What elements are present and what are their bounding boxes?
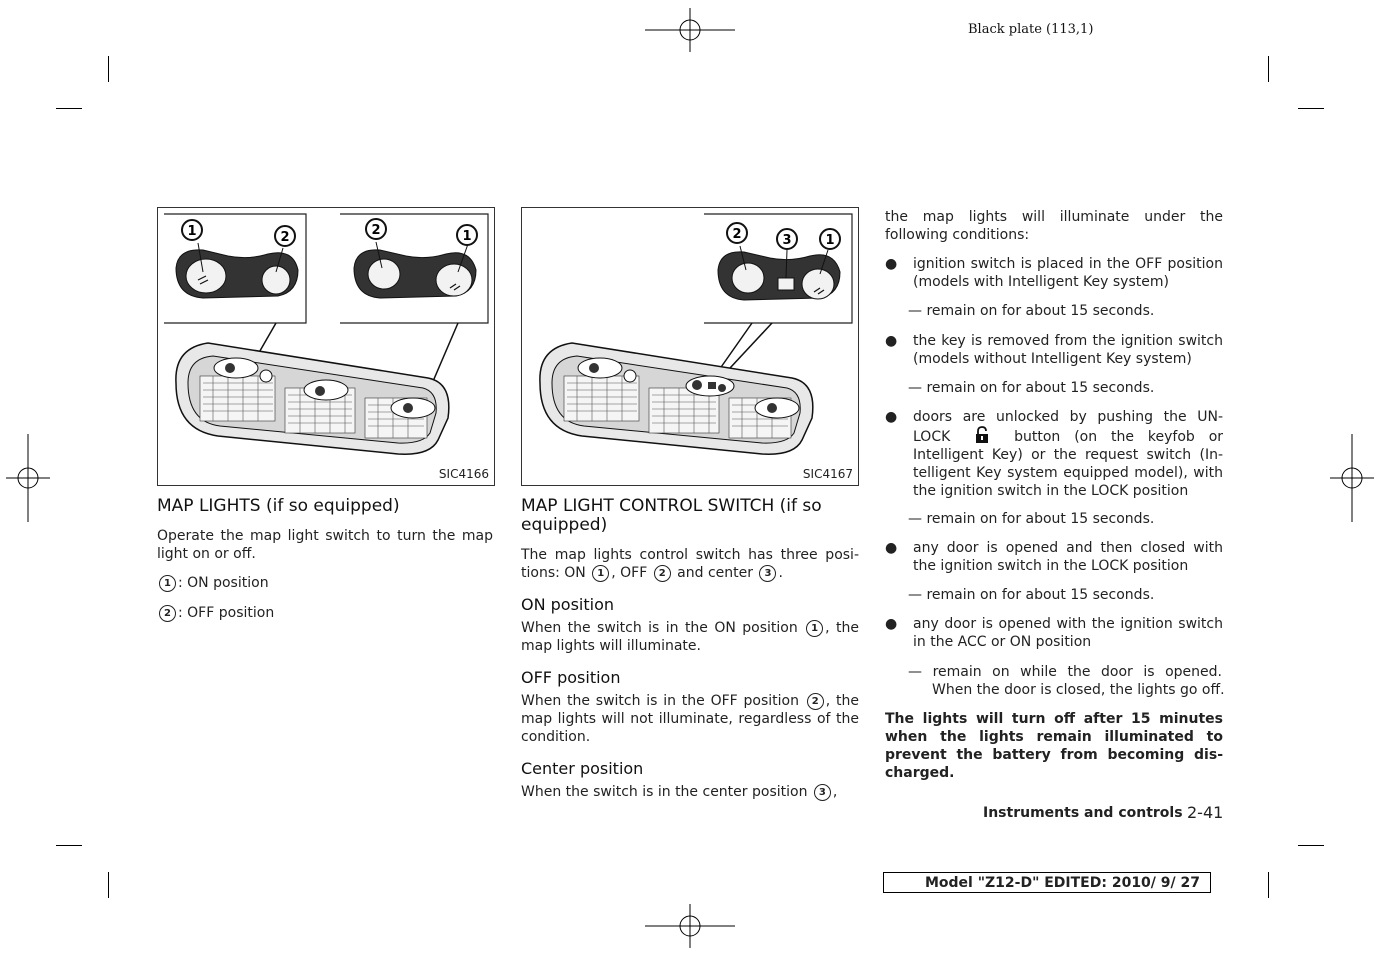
crop-mark bbox=[108, 56, 109, 82]
text: , the map lights will illuminate. bbox=[521, 620, 860, 654]
map-light-switch-illustration bbox=[522, 208, 858, 485]
text: , bbox=[832, 784, 838, 800]
registration-mark-left bbox=[6, 434, 50, 522]
registration-mark-right bbox=[1330, 434, 1374, 522]
figure-map-lights bbox=[157, 207, 495, 486]
callout-number: 3 bbox=[814, 784, 831, 801]
dash-note: — remain on for about 15 seconds. bbox=[908, 303, 1155, 319]
map-lights-illustration bbox=[158, 208, 494, 485]
registration-mark-top bbox=[645, 8, 735, 52]
callout-1: 1 bbox=[825, 233, 835, 248]
dash-note: — remain on for about 15 seconds. bbox=[908, 511, 1155, 527]
center-position-body bbox=[521, 783, 859, 801]
bullet-text: any door is opened with the ignition switch in the ACC or ON position bbox=[913, 616, 1223, 650]
bullet-text: ignition switch is placed in the OFF position (models with Intelligent Key system) bbox=[913, 256, 1223, 290]
on-position-heading: ON position bbox=[521, 595, 615, 614]
list-item bbox=[885, 408, 1223, 500]
bullet-dot: ● bbox=[885, 256, 898, 272]
section-heading-map-lights: MAP LIGHTS (if so equipped) bbox=[157, 496, 400, 516]
footer-section-title: Instruments and controls bbox=[983, 805, 1183, 821]
callout-number: 1 bbox=[806, 620, 823, 637]
section-heading-control-switch: MAP LIGHT CONTROL SWITCH (if so equipped) bbox=[521, 496, 822, 535]
text: , the map lights will not illuminate, regardless of the condition. bbox=[521, 693, 859, 745]
text: The map lights control switch has three posi-tions: ON bbox=[521, 547, 859, 581]
conditions-intro: the map lights will illuminate under the following conditions: bbox=[885, 209, 1223, 243]
text: When the switch is in the center position bbox=[521, 784, 808, 800]
text: When the switch is in the OFF position bbox=[521, 693, 799, 709]
figure-map-light-control-switch bbox=[521, 207, 859, 486]
figure-code: SIC4166 bbox=[438, 467, 489, 481]
callout-2: 2 bbox=[732, 227, 742, 242]
crop-mark bbox=[1268, 872, 1269, 898]
dash-note: — remain on for about 15 seconds. bbox=[908, 380, 1155, 396]
list-item-text: : OFF position bbox=[178, 605, 275, 621]
center-position-heading: Center position bbox=[521, 759, 644, 778]
crop-mark bbox=[56, 108, 82, 109]
text: . bbox=[778, 565, 783, 581]
text: doors are unlocked by pushing the UN-LOCK bbox=[913, 409, 1223, 445]
list-item bbox=[885, 615, 1223, 651]
crop-mark bbox=[108, 872, 109, 898]
control-switch-intro bbox=[521, 546, 859, 582]
list-item bbox=[157, 604, 274, 622]
registration-mark-bottom bbox=[645, 904, 735, 948]
callout-number: 3 bbox=[759, 565, 776, 582]
crop-mark bbox=[56, 845, 82, 846]
page-number: 2-41 bbox=[1187, 803, 1224, 822]
model-edited-box: Model "Z12-D" EDITED: 2010/ 9/ 27 bbox=[883, 872, 1211, 893]
bullet-dot: ● bbox=[885, 616, 898, 632]
bullet-text: the key is removed from the ignition switch (models without Intelligent Key system) bbox=[913, 333, 1223, 367]
list-item bbox=[157, 574, 269, 592]
callout-number: 1 bbox=[592, 565, 609, 582]
unlock-icon bbox=[974, 426, 990, 444]
callout-number: 1 bbox=[159, 575, 176, 592]
text: , OFF bbox=[611, 565, 648, 581]
off-position-heading: OFF position bbox=[521, 668, 621, 687]
plate-label: Black plate (113,1) bbox=[968, 22, 1094, 37]
dash-note: — remain on while the door is opened. bbox=[908, 664, 1222, 680]
on-position-body bbox=[521, 619, 859, 655]
callout-1: 1 bbox=[187, 224, 197, 239]
figure-code: SIC4167 bbox=[802, 467, 853, 481]
map-lights-body: Operate the map light switch to turn the map light on or off. bbox=[157, 528, 493, 562]
bullet-dot: ● bbox=[885, 540, 898, 556]
callout-3: 3 bbox=[782, 233, 792, 248]
crop-mark bbox=[1298, 108, 1324, 109]
list-item bbox=[885, 255, 1223, 291]
crop-mark bbox=[1268, 56, 1269, 82]
text: and center bbox=[677, 565, 754, 581]
text: button (on the keyfob or Intelligent Key) or the request switch (In-telligent Key system equipped model), with the ignition switch in the LOCK position bbox=[913, 429, 1224, 499]
callout-2: 2 bbox=[280, 230, 290, 245]
callout-2: 2 bbox=[371, 223, 381, 238]
bullet-text bbox=[913, 408, 1223, 500]
list-item-text: : ON position bbox=[178, 575, 269, 591]
bullet-dot: ● bbox=[885, 333, 898, 349]
list-item bbox=[885, 332, 1223, 368]
callout-number: 2 bbox=[654, 565, 671, 582]
battery-warning-note: The lights will turn off after 15 minutes when the lights remain illuminated to prevent the battery from becoming dis-charged. bbox=[885, 711, 1223, 781]
dash-note: — remain on for about 15 seconds. bbox=[908, 587, 1155, 603]
callout-1: 1 bbox=[462, 229, 472, 244]
bullet-dot: ● bbox=[885, 409, 898, 425]
callout-number: 2 bbox=[159, 605, 176, 622]
crop-mark bbox=[1298, 845, 1324, 846]
callout-number: 2 bbox=[807, 693, 824, 710]
list-item bbox=[885, 539, 1223, 575]
dash-note: When the door is closed, the lights go off. bbox=[932, 682, 1225, 698]
bullet-text: any door is opened and then closed with the ignition switch in the LOCK position bbox=[913, 540, 1223, 574]
text: When the switch is in the ON position bbox=[521, 620, 798, 636]
off-position-body bbox=[521, 692, 859, 746]
